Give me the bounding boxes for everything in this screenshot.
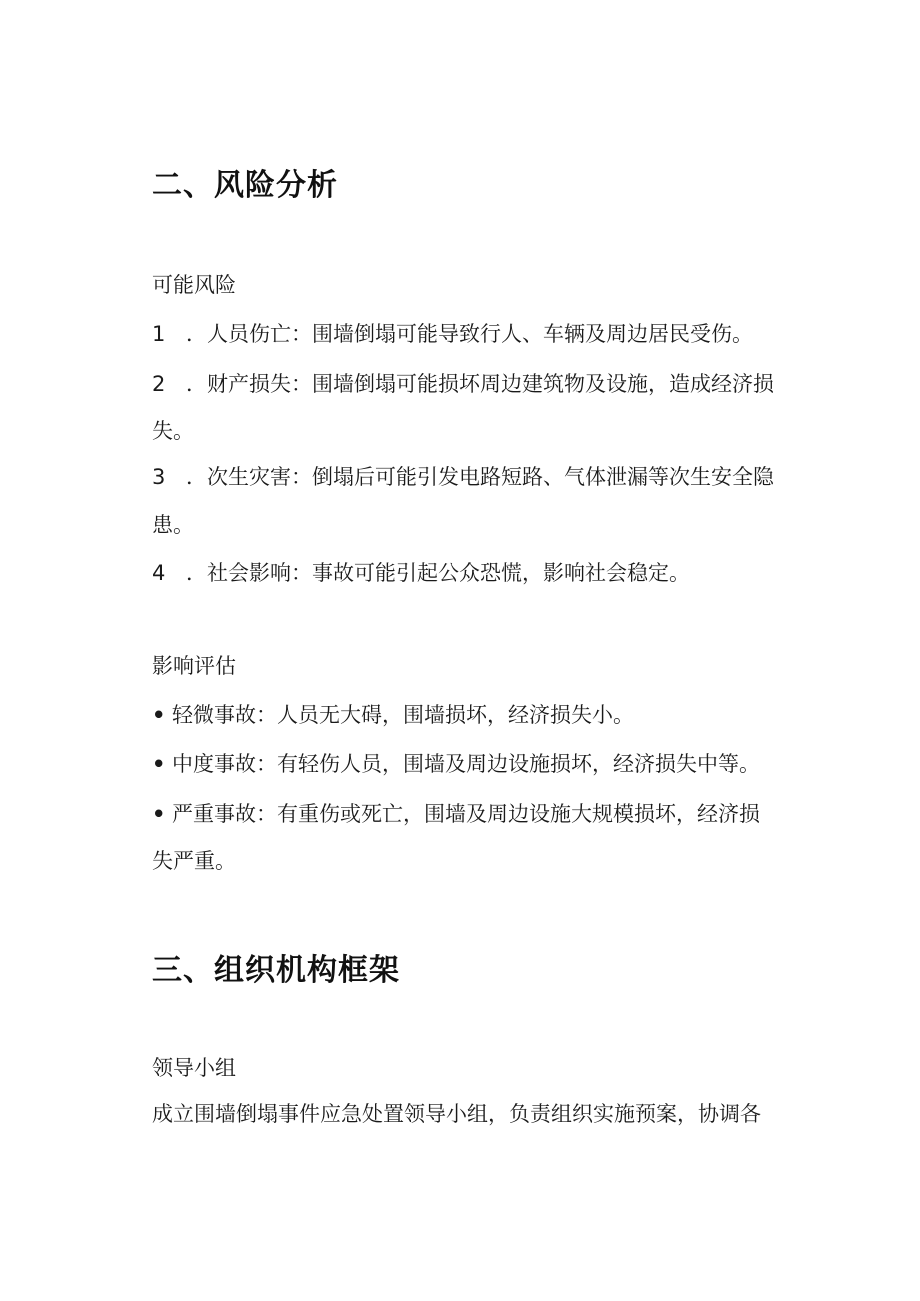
impact-item-severe-continuation: 失严重。 — [152, 849, 236, 873]
risk-item-number: 3 — [152, 465, 166, 489]
section-heading-org-framework: 三、组织机构框架 — [152, 953, 400, 988]
impact-item-text: 中度事故：有轻伤人员，围墙及周边设施损坏，经济损失中等。 — [172, 752, 760, 776]
risk-item-2 — [152, 363, 824, 406]
subheading-leading-group: 领导小组 — [152, 1056, 236, 1080]
impact-item-moderate — [152, 743, 824, 786]
risk-item-3-continuation: 患。 — [152, 513, 194, 537]
bullet-icon: • — [152, 802, 166, 826]
impact-item-text: 轻微事故：人员无大碍，围墙损坏，经济损失小。 — [172, 703, 634, 727]
risk-item-4 — [152, 552, 824, 595]
bullet-icon: • — [152, 752, 166, 776]
risk-item-text: ．社会影响：事故可能引起公众恐慌，影响社会稳定。 — [186, 561, 690, 585]
risk-item-text: ．次生灾害：倒塌后可能引发电路短路、气体泄漏等次生安全隐 — [186, 465, 774, 489]
impact-item-minor — [152, 694, 824, 737]
leading-group-paragraph: 成立围墙倒塌事件应急处置领导小组，负责组织实施预案，协调各 — [152, 1102, 761, 1126]
risk-item-text: ．人员伤亡：围墙倒塌可能导致行人、车辆及周边居民受伤。 — [186, 322, 753, 346]
section-heading-risk-analysis: 二、风险分析 — [152, 168, 338, 203]
risk-item-3 — [152, 456, 824, 499]
risk-item-number: 2 — [152, 372, 166, 396]
risk-item-number: 4 — [152, 561, 166, 585]
bullet-icon: • — [152, 703, 166, 727]
risk-item-text: ．财产损失：围墙倒塌可能损坏周边建筑物及设施，造成经济损 — [186, 372, 774, 396]
impact-item-text: 严重事故：有重伤或死亡，围墙及周边设施大规模损坏，经济损 — [172, 802, 760, 826]
impact-item-severe — [152, 793, 824, 836]
risk-item-1 — [152, 313, 824, 356]
risk-item-number: 1 — [152, 322, 166, 346]
risk-item-2-continuation: 失。 — [152, 419, 194, 443]
subheading-possible-risks: 可能风险 — [152, 273, 236, 297]
subheading-impact-assessment: 影响评估 — [152, 654, 236, 678]
